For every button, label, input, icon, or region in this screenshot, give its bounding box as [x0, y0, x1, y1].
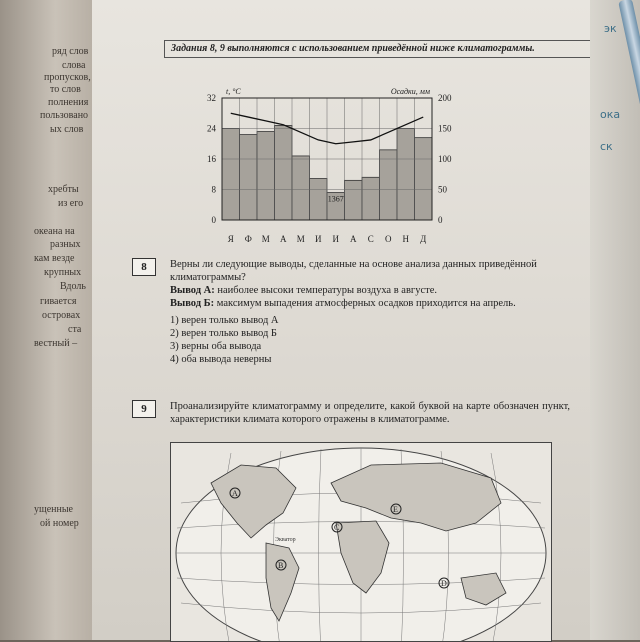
precip-bar	[310, 179, 328, 220]
handwriting: ока	[600, 108, 621, 121]
marker-e: E	[393, 505, 398, 514]
text-fragment: пользовано	[40, 110, 89, 121]
x-tick-label: И	[315, 234, 322, 244]
text-fragment: ста	[68, 324, 82, 335]
claim-b-label: Вывод Б:	[170, 298, 215, 309]
text-fragment: крупных	[44, 267, 82, 278]
question-8-prompt: Верны ли следующие выводы, сделанные на основе анализа данных приведённой климатограммы?	[170, 259, 537, 283]
text-fragment: полнения	[48, 97, 89, 108]
task-header: Задания 8, 9 выполняются с использованием приведённой ниже климатограммы.	[164, 40, 598, 58]
x-tick-label: О	[385, 234, 392, 244]
y-right-label: Осадки, мм	[390, 87, 430, 96]
y-left-tick: 24	[207, 123, 216, 134]
x-tick-label: Д	[420, 234, 427, 244]
text-fragment: Вдоль	[60, 281, 86, 292]
question-9-prompt: Проанализируйте климатограмму и определите, какой буквой на карте обозначен пункт, характеристики климата которого отражены в климатограмме.	[170, 401, 570, 425]
text-fragment: хребты	[48, 184, 79, 195]
answer-option: 4) оба вывода неверны	[170, 354, 272, 365]
x-tick-label: Ф	[244, 234, 252, 244]
chart-annotation: 1367	[327, 194, 344, 204]
x-tick-label: И	[332, 234, 339, 244]
y-right-tick: 0	[438, 215, 443, 225]
text-fragment: то слов	[50, 84, 81, 95]
marker-c: C	[334, 523, 340, 532]
marker-d: D	[441, 579, 447, 588]
text-fragment: ущенные	[34, 504, 73, 515]
precip-bar	[292, 156, 310, 220]
handwriting: ск	[600, 140, 613, 153]
text-fragment: ой номер	[40, 518, 79, 529]
y-left-label: t, °C	[226, 87, 241, 96]
text-fragment: кам везде	[34, 253, 75, 264]
x-tick-label: С	[367, 234, 374, 244]
text-fragment: из его	[58, 198, 84, 209]
text-fragment: гивается	[40, 296, 77, 307]
text-fragment: ых слов	[50, 124, 84, 135]
y-right-tick: 50	[438, 184, 447, 195]
x-tick-label: А	[350, 234, 357, 244]
left-page	[0, 0, 92, 640]
y-right-tick: 150	[438, 123, 452, 134]
precip-bar	[222, 129, 240, 221]
claim-a-text: наиболее высоки температуры воздуха в августе.	[217, 285, 438, 296]
claim-b-text: максимум выпадения атмосферных осадков приходится на апрель.	[216, 298, 516, 309]
x-tick-label: М	[296, 234, 305, 244]
text-fragment: островах	[42, 310, 81, 321]
precip-bar	[275, 125, 293, 220]
notebook-page	[590, 0, 640, 640]
climatogram	[142, 82, 512, 252]
y-right-tick: 200	[438, 93, 452, 103]
precip-bar	[240, 135, 258, 220]
y-right-tick: 100	[438, 154, 452, 164]
world-map	[170, 442, 552, 642]
text-fragment: разных	[50, 239, 81, 250]
question-number-9: 9	[132, 400, 156, 418]
precip-bar	[415, 138, 433, 220]
text-fragment: вестный –	[34, 338, 78, 349]
text-fragment: океана на	[34, 226, 75, 237]
worksheet-page	[92, 0, 602, 640]
x-tick-label: М	[261, 234, 270, 244]
marker-b: B	[278, 561, 284, 570]
x-tick-label: Н	[402, 234, 409, 244]
answer-option: 3) верны оба вывода	[170, 341, 262, 352]
precip-bar	[380, 150, 398, 220]
question-8	[170, 258, 570, 366]
answer-option: 1) верен только вывод А	[170, 315, 279, 326]
text-fragment: ряд слов	[52, 46, 89, 57]
precip-bar	[345, 180, 363, 220]
text-fragment: слова	[62, 60, 86, 71]
answer-options	[170, 314, 570, 366]
y-left-tick: 8	[211, 184, 216, 195]
precip-bar	[362, 177, 380, 220]
text-fragment: пропусков,	[44, 72, 91, 83]
answer-option: 2) верен только вывод Б	[170, 328, 277, 339]
precip-bar	[257, 132, 275, 220]
y-left-tick: 32	[207, 93, 216, 103]
x-tick-label: А	[280, 234, 287, 244]
y-left-tick: 16	[207, 154, 216, 164]
y-left-tick: 0	[211, 215, 216, 225]
world-map-svg	[171, 443, 551, 641]
precip-bar	[397, 129, 415, 221]
claim-a-label: Вывод А:	[170, 285, 215, 296]
marker-a: A	[232, 489, 238, 498]
handwriting: эк	[604, 22, 617, 35]
question-number-8: 8	[132, 258, 156, 276]
map-label-equator: Экватор	[275, 537, 296, 543]
x-tick-label: Я	[227, 234, 234, 244]
climatogram-svg	[142, 82, 512, 252]
